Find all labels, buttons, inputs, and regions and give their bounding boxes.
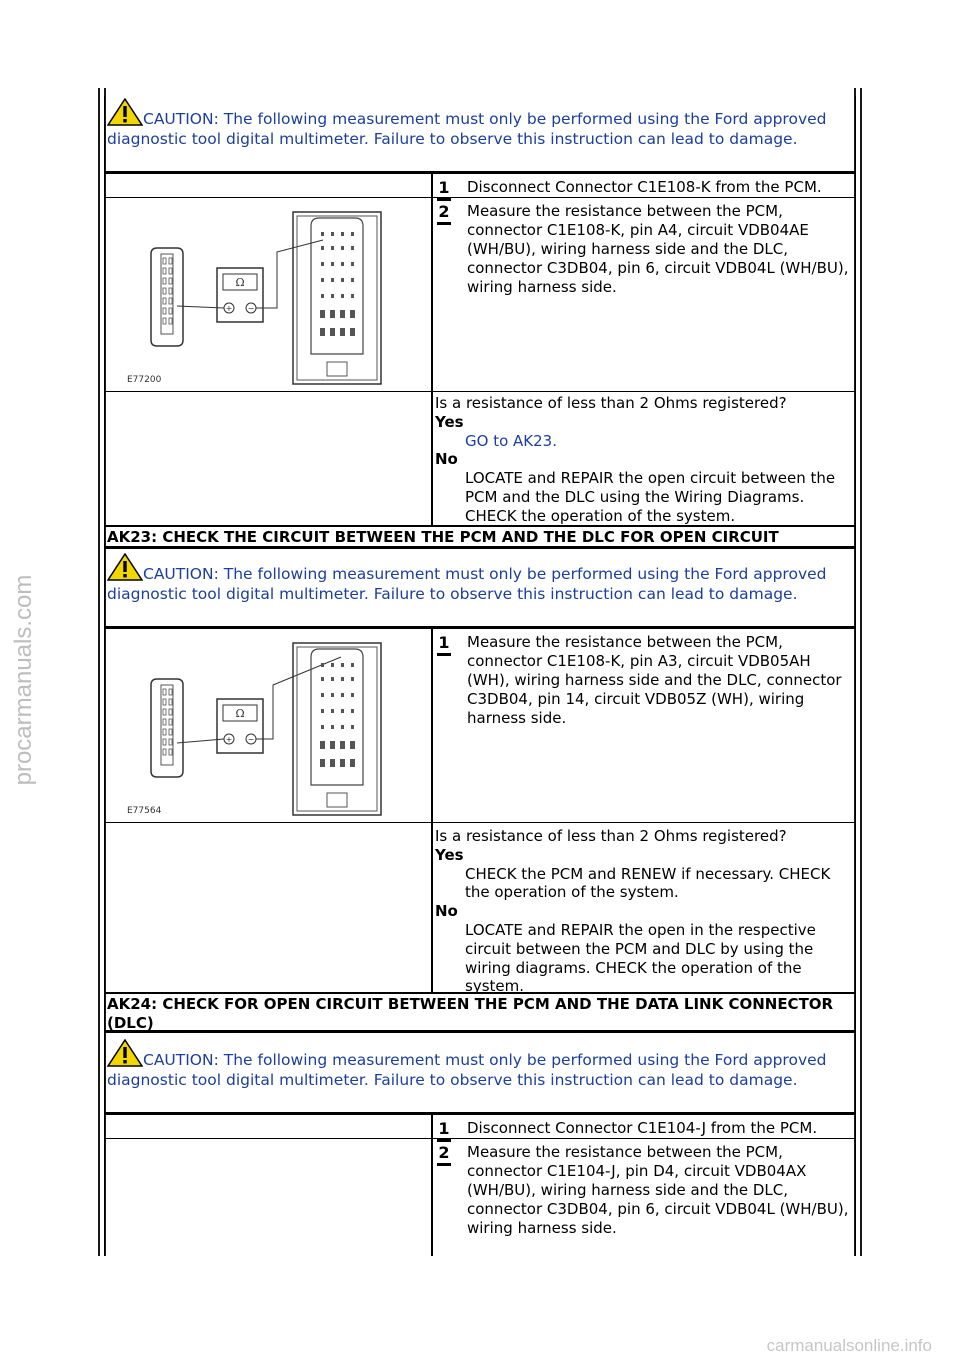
step-cell <box>431 1139 855 1256</box>
svg-text:−: − <box>247 304 255 313</box>
caution-text: CAUTION: The following measurement must only be performed using the Ford approved diagnostic tool digital multimeter. Failure to observe this instruction can lead to damage. <box>107 565 827 603</box>
step-row <box>104 1115 856 1139</box>
step-row <box>104 174 856 198</box>
caution-box <box>104 1033 856 1115</box>
question-row <box>104 392 856 526</box>
caution-text: CAUTION: The following measurement must only be performed using the Ford approved diagnostic tool digital multimeter. Failure to observe this instruction can lead to damage. <box>107 110 827 148</box>
step-cell <box>431 174 855 197</box>
step-number: 2 <box>437 202 451 225</box>
warning-triangle-icon <box>107 98 143 126</box>
question-text: Is a resistance of less than 2 Ohms registered? <box>435 394 787 412</box>
no-text: LOCATE and REPAIR the open circuit between the PCM and the DLC using the Wiring Diagrams. CHECK the operation of the system. <box>465 469 836 525</box>
question-row <box>104 823 856 996</box>
step-text: Measure the resistance between the PCM, connector C1E104-J, pin D4, circuit VDB04AX (WH/BU), wiring harness side and the DLC, connector C3DB04, pin 6, circuit VDB04L (WH/BU), wiring harness side. <box>467 1143 849 1237</box>
caution-text-block <box>105 1033 855 1090</box>
svg-text:+: + <box>225 304 233 313</box>
question-cell <box>431 823 855 996</box>
caution-box <box>104 549 856 629</box>
no-label: No <box>435 450 458 469</box>
step-cell <box>431 198 855 391</box>
step-number: 2 <box>437 1143 451 1166</box>
warning-triangle-icon <box>107 553 143 581</box>
step-text: Measure the resistance between the PCM, connector C1E108-K, pin A4, circuit VDB04AE (WH/BU), wiring harness side and the DLC, connector C3DB04, pin 6, circuit VDB04L (WH/BU), wiring harness side. <box>467 202 849 296</box>
step-number: 1 <box>437 633 451 656</box>
connector-diagram-figure <box>109 633 427 819</box>
step-number: 1 <box>437 1119 451 1142</box>
step-number: 1 <box>437 178 451 201</box>
yes-label: Yes <box>435 412 464 431</box>
connector-diagram-figure <box>109 202 427 388</box>
svg-text:Ω: Ω <box>235 276 245 289</box>
svg-text:+: + <box>225 735 233 744</box>
step-cell <box>431 629 855 822</box>
bottom-watermark: carmanualsonline.info <box>766 1336 932 1355</box>
step-row <box>104 1139 856 1256</box>
svg-text:Ω: Ω <box>235 707 245 720</box>
yes-text: CHECK the PCM and RENEW if necessary. CHECK the operation of the system. <box>465 864 831 902</box>
frame-right-outer <box>860 88 862 1256</box>
figure-label: E77200 <box>127 375 162 385</box>
yes-label: Yes <box>435 845 464 864</box>
yes-link[interactable]: GO to AK23. <box>465 431 557 450</box>
caution-text-block <box>105 549 855 604</box>
step-row <box>104 198 856 392</box>
section-heading: AK24: CHECK FOR OPEN CIRCUIT BETWEEN THE PCM AND THE DATA LINK CONNECTOR (DLC) <box>104 993 856 1033</box>
figure-label: E77564 <box>127 806 162 816</box>
question-block <box>435 394 853 526</box>
section-heading: AK23: CHECK THE CIRCUIT BETWEEN THE PCM AND THE DLC FOR OPEN CIRCUIT <box>104 526 856 549</box>
question-cell <box>431 392 855 525</box>
question-text: Is a resistance of less than 2 Ohms registered? <box>435 827 787 845</box>
no-text: LOCATE and REPAIR the open in the respective circuit between the PCM and DLC by using the wiring diagrams. CHECK the operation of the system. <box>465 920 816 996</box>
svg-text:−: − <box>247 735 255 744</box>
side-watermark: procarmanuals.com <box>10 574 37 786</box>
caution-box <box>104 96 856 174</box>
step-cell <box>431 1115 855 1138</box>
document-body <box>104 96 856 1256</box>
step-text: Measure the resistance between the PCM, connector C1E108-K, pin A3, circuit VDB05AH (WH), wiring harness side and the DLC, connector C3DB04, pin 14, circuit VDB05Z (WH), wiring harness side. <box>467 633 842 727</box>
question-block <box>435 827 853 996</box>
caution-text: CAUTION: The following measurement must only be performed using the Ford approved diagnostic tool digital multimeter. Failure to observe this instruction can lead to damage. <box>107 1051 827 1089</box>
warning-triangle-icon <box>107 1039 143 1067</box>
step-row <box>104 629 856 823</box>
step-text: Disconnect Connector C1E108-K from the PCM. <box>467 178 822 196</box>
caution-text-block <box>105 96 855 149</box>
no-label: No <box>435 902 458 921</box>
frame-left-outer <box>98 88 100 1256</box>
step-text: Disconnect Connector C1E104-J from the PCM. <box>467 1119 818 1137</box>
